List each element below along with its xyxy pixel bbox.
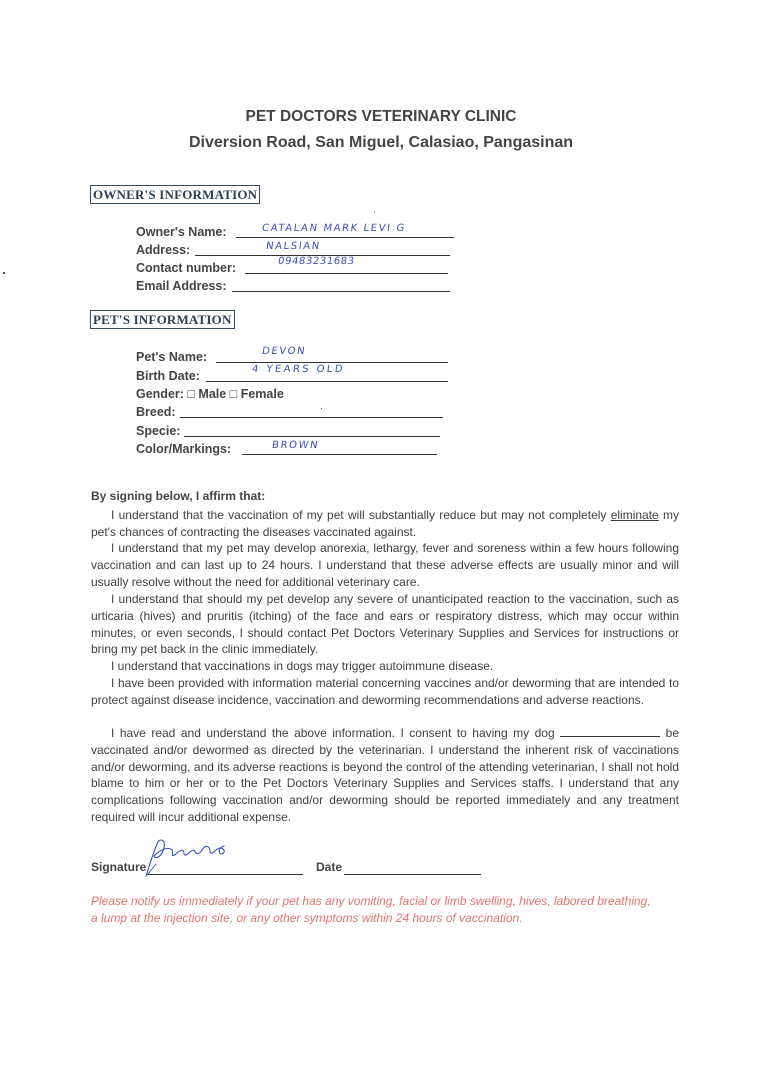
contact-number-line	[245, 273, 448, 274]
owner-name-label: Owner's Name:	[136, 225, 227, 239]
dog-name-blank[interactable]	[560, 726, 660, 737]
date-line[interactable]	[344, 874, 481, 875]
pet-name-value[interactable]: DEVON	[261, 346, 307, 357]
affirmation-paragraph-1: I understand that the vaccination of my pet will substantially reduce but may not completely eliminate my pet's chances of contracting the diseases vaccinated against.	[91, 508, 679, 539]
color-markings-line	[242, 454, 437, 455]
gender-checkboxes[interactable]: Gender: □ Male □ Female	[136, 387, 284, 401]
pet-name-label: Pet's Name:	[136, 350, 208, 364]
clinic-name: PET DOCTORS VETERINARY CLINIC	[245, 108, 517, 125]
color-markings-label: Color/Markings:	[136, 442, 232, 456]
clinic-address: Diversion Road, San Miguel, Calasiao, Pangasinan	[188, 134, 574, 151]
birth-date-value[interactable]: 4 YEARS OLD	[251, 364, 346, 375]
pet-section-heading: PET'S INFORMATION	[90, 310, 235, 329]
handwritten-signature[interactable]	[140, 836, 232, 878]
scan-speck	[374, 212, 375, 213]
owner-address-value[interactable]: NALSIAN	[265, 241, 322, 252]
date-label: Date	[316, 860, 343, 874]
birth-date-label: Birth Date:	[136, 369, 200, 383]
signature-label: Signature	[91, 860, 147, 874]
color-markings-value[interactable]: BROWN	[271, 440, 320, 451]
owner-name-line	[236, 237, 454, 238]
contact-number-value[interactable]: 09483231683	[277, 256, 356, 267]
affirmation-paragraph-6: I have read and understand the above information. I consent to having my dog be vaccinated and/or dewormed as directed by the veterinarian. I understand the inherent risk of vaccinations and/or deworming, and its adverse reactions is beyond the control of the attending veterinarian, I shall not hold blame to him or her or to the Pet Doctors Veterinary Supplies and Services staffs. I understand that any complications following vaccination and/or deworming should be reported immediately and any treatment required will incur additional expense.	[91, 726, 679, 824]
affirmation-paragraph-2: I understand that my pet may develop anorexia, lethargy, fever and soreness within a few hours following vaccination and can last up to 24 hours. I understand that these adverse effects are usually minor and will usually resolve without the need for additional veterinary care.	[91, 541, 679, 589]
contact-number-label: Contact number:	[136, 261, 236, 275]
pet-name-line	[216, 362, 448, 363]
email-label: Email Address:	[136, 279, 227, 293]
affirmation-paragraph-4: I understand that vaccinations in dogs may trigger autoimmune disease.	[111, 659, 494, 673]
breed-label: Breed:	[136, 405, 176, 419]
affirmation-heading: By signing below, I affirm that:	[91, 489, 266, 503]
affirmation-paragraph-3: I understand that should my pet develop any severe of unanticipated reaction to the vaccination, such as urticaria (hives) and pruritis (itching) of the face and ears or respiratory distress, which may occur within minutes, or even seconds, I should contact Pet Doctors Veterinary Supplies and Services for instructions or bring my pet back in the clinic immediately.	[91, 592, 679, 657]
owner-section-heading: OWNER'S INFORMATION	[90, 185, 260, 204]
owner-address-label: Address:	[136, 243, 191, 257]
specie-label: Specie:	[136, 424, 181, 438]
birth-date-line	[206, 381, 448, 382]
owner-name-value[interactable]: CATALAN MARK LEVI G	[261, 223, 407, 234]
notice-text: Please notify us immediately if your pet has any vomiting, facial or limb swelling, hives, labored breathing, a lump at the injection site, or any other symptoms within 24 hours of vaccination.	[91, 894, 651, 925]
specie-line	[184, 436, 440, 437]
scan-speck	[321, 408, 322, 409]
email-line	[232, 291, 450, 292]
eliminate-underlined: eliminate	[610, 508, 659, 522]
affirmation-paragraph-5: I have been provided with information material concerning vaccines and/or deworming that are intended to protect against disease incidence, vaccination and deworming recommendations and adverse reactions.	[91, 676, 679, 707]
breed-line	[180, 417, 443, 418]
scan-speck	[3, 272, 5, 274]
